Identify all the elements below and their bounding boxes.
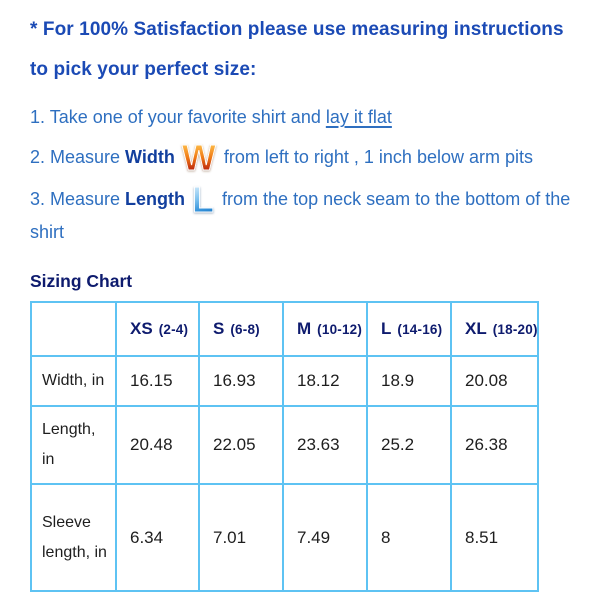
length-l-letter-icon: L [192, 179, 215, 220]
sleeve-xl-cell: 8.51 [451, 484, 538, 591]
instruction-step-3 [30, 179, 578, 248]
step2-text-post: from left to right , 1 inch below arm pits [223, 147, 533, 167]
length-word: Length [125, 189, 186, 209]
sleeve-s-cell: 7.01 [199, 484, 283, 591]
row-label-width: Width, in [31, 356, 116, 406]
length-xs-cell: 20.48 [116, 406, 199, 484]
step2-text: 2. Measure [30, 147, 126, 167]
size-range: (2-4) [158, 322, 189, 337]
col-header-xl [451, 302, 538, 356]
sleeve-m-cell: 7.49 [283, 484, 367, 591]
lay-it-flat-text: lay it flat [325, 107, 392, 127]
instruction-step-2 [30, 137, 578, 178]
width-word: Width [125, 147, 175, 167]
sleeve-xs-cell: 6.34 [116, 484, 199, 591]
size-label: M [297, 319, 312, 338]
size-range: (18-20) [492, 322, 538, 337]
col-header-s [199, 302, 283, 356]
length-m-cell: 23.63 [283, 406, 367, 484]
satisfaction-heading-line1: * For 100% Satisfaction please use measuring instructions [30, 19, 564, 40]
table-row-width [31, 356, 538, 406]
length-s-cell: 22.05 [199, 406, 283, 484]
step3-text-post: from the top neck seam to the bottom of the shirt [30, 189, 571, 242]
table-header-row [31, 302, 538, 356]
size-range: (14-16) [397, 322, 443, 337]
col-header-m [283, 302, 367, 356]
size-range: (10-12) [317, 322, 363, 337]
instruction-step-1 [30, 104, 578, 130]
size-label: S [213, 319, 225, 338]
size-label: L [381, 319, 392, 338]
size-range: (6-8) [230, 322, 260, 337]
width-l-cell: 18.9 [367, 356, 451, 406]
length-xl-cell: 26.38 [451, 406, 538, 484]
col-header-l [367, 302, 451, 356]
table-row-sleeve [31, 484, 538, 591]
length-l-cell: 25.2 [367, 406, 451, 484]
row-label-sleeve: Sleeve length, in [31, 484, 116, 591]
satisfaction-heading [30, 10, 575, 90]
table-row-length [31, 406, 538, 484]
width-w-letter-icon: W [181, 137, 216, 178]
width-xl-cell: 20.08 [451, 356, 538, 406]
col-header-xs [116, 302, 199, 356]
satisfaction-heading-line2: to pick your perfect size: [30, 59, 257, 80]
step3-text: 3. Measure [30, 189, 126, 209]
width-xs-cell: 16.15 [116, 356, 199, 406]
width-m-cell: 18.12 [283, 356, 367, 406]
row-label-length: Length, in [31, 406, 116, 484]
sizing-table [30, 301, 539, 592]
sleeve-l-cell: 8 [367, 484, 451, 591]
size-label: XL [465, 319, 487, 338]
width-s-cell: 16.93 [199, 356, 283, 406]
step1-text: 1. Take one of your favorite shirt and [30, 107, 326, 127]
size-label: XS [130, 319, 153, 338]
corner-cell [31, 302, 116, 356]
sizing-chart-title: Sizing Chart [30, 271, 133, 291]
